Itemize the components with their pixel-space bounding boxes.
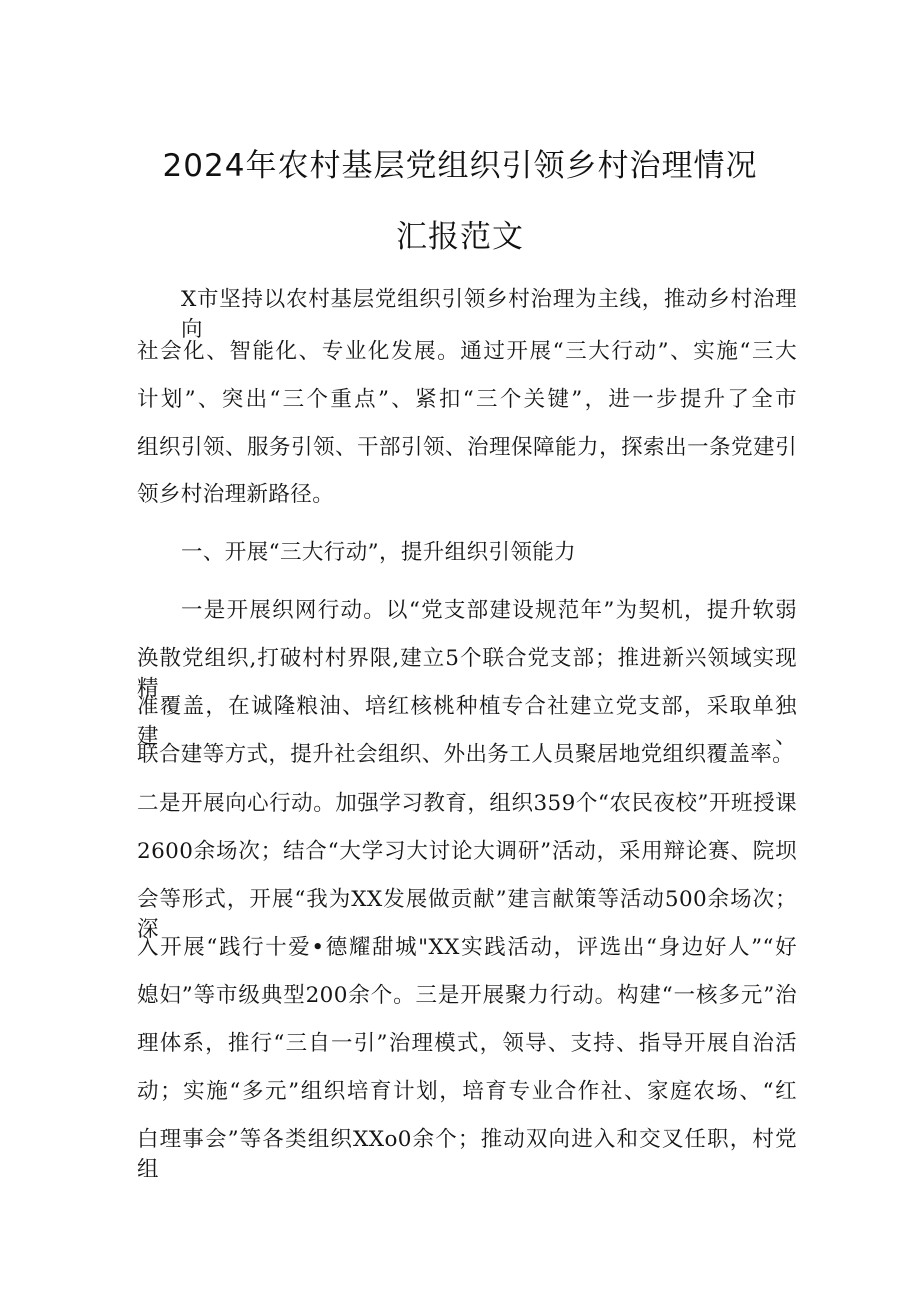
paragraph-line: 一是开展织网行动。以“党支部建设规范年”为契机，提升软弱 <box>181 598 797 623</box>
paragraph-line: 涣散党组织,打破村村界限,建立5个联合党支部；推进新兴领域实现精 <box>137 646 797 701</box>
paragraph-line: 媳妇”等市级典型200余个。三是开展聚力行动。构建“一核多元”治 <box>137 983 797 1008</box>
paragraph-line: 2600余场次；结合“大学习大讨论大调研”活动，采用辩论赛、院坝 <box>137 839 797 864</box>
paragraph-line: 会等形式，开展“我为XX发展做贡献”建言献策等活动500余场次；深 <box>137 887 797 942</box>
paragraph-line: X市坚持以农村基层党组织引领乡村治理为主线，推动乡村治理向 <box>181 287 797 342</box>
paragraph-line: 白理事会”等各类组织XXo0余个；推动双向进入和交叉任职，村党组 <box>137 1127 797 1182</box>
document-title-line-1: 2024年农村基层党组织引领乡村治理情况 <box>162 148 758 184</box>
paragraph-line: 动；实施“多元”组织培育计划，培育专业合作社、家庭农场、“红 <box>137 1079 797 1104</box>
paragraph-line: 二是开展向心行动。加强学习教育，组织359个“农民夜校”开班授课 <box>137 791 797 816</box>
paragraph-line: 入开展“践行十爱•德耀甜城"XX实践活动，评选出“身边好人”“好 <box>137 935 797 960</box>
paragraph-line: 社会化、智能化、专业化发展。通过开展“三大行动”、实施“三大 <box>137 339 797 364</box>
paragraph-line: 组织引领、服务引领、干部引领、治理保障能力，探索出一条党建引 <box>137 435 797 460</box>
paragraph-line: 领乡村治理新路径。 <box>137 482 335 507</box>
paragraph-line: 准覆盖，在诚隆粮油、培红核桃种植专合社建立党支部，采取单独建、 <box>137 694 797 749</box>
paragraph-line: 联合建等方式，提升社会组织、外出务工人员聚居地党组织覆盖率。 <box>137 742 795 767</box>
paragraph-line: 计划”、突出“三个重点”、紧扣“三个关键”，进一步提升了全市 <box>137 387 797 412</box>
paragraph-line: 理体系，推行“三自一引”治理模式，领导、支持、指导开展自治活 <box>137 1031 797 1056</box>
document-title-line-2: 汇报范文 <box>396 219 524 255</box>
section-heading: 一、开展“三大行动”，提升组织引领能力 <box>181 540 577 565</box>
